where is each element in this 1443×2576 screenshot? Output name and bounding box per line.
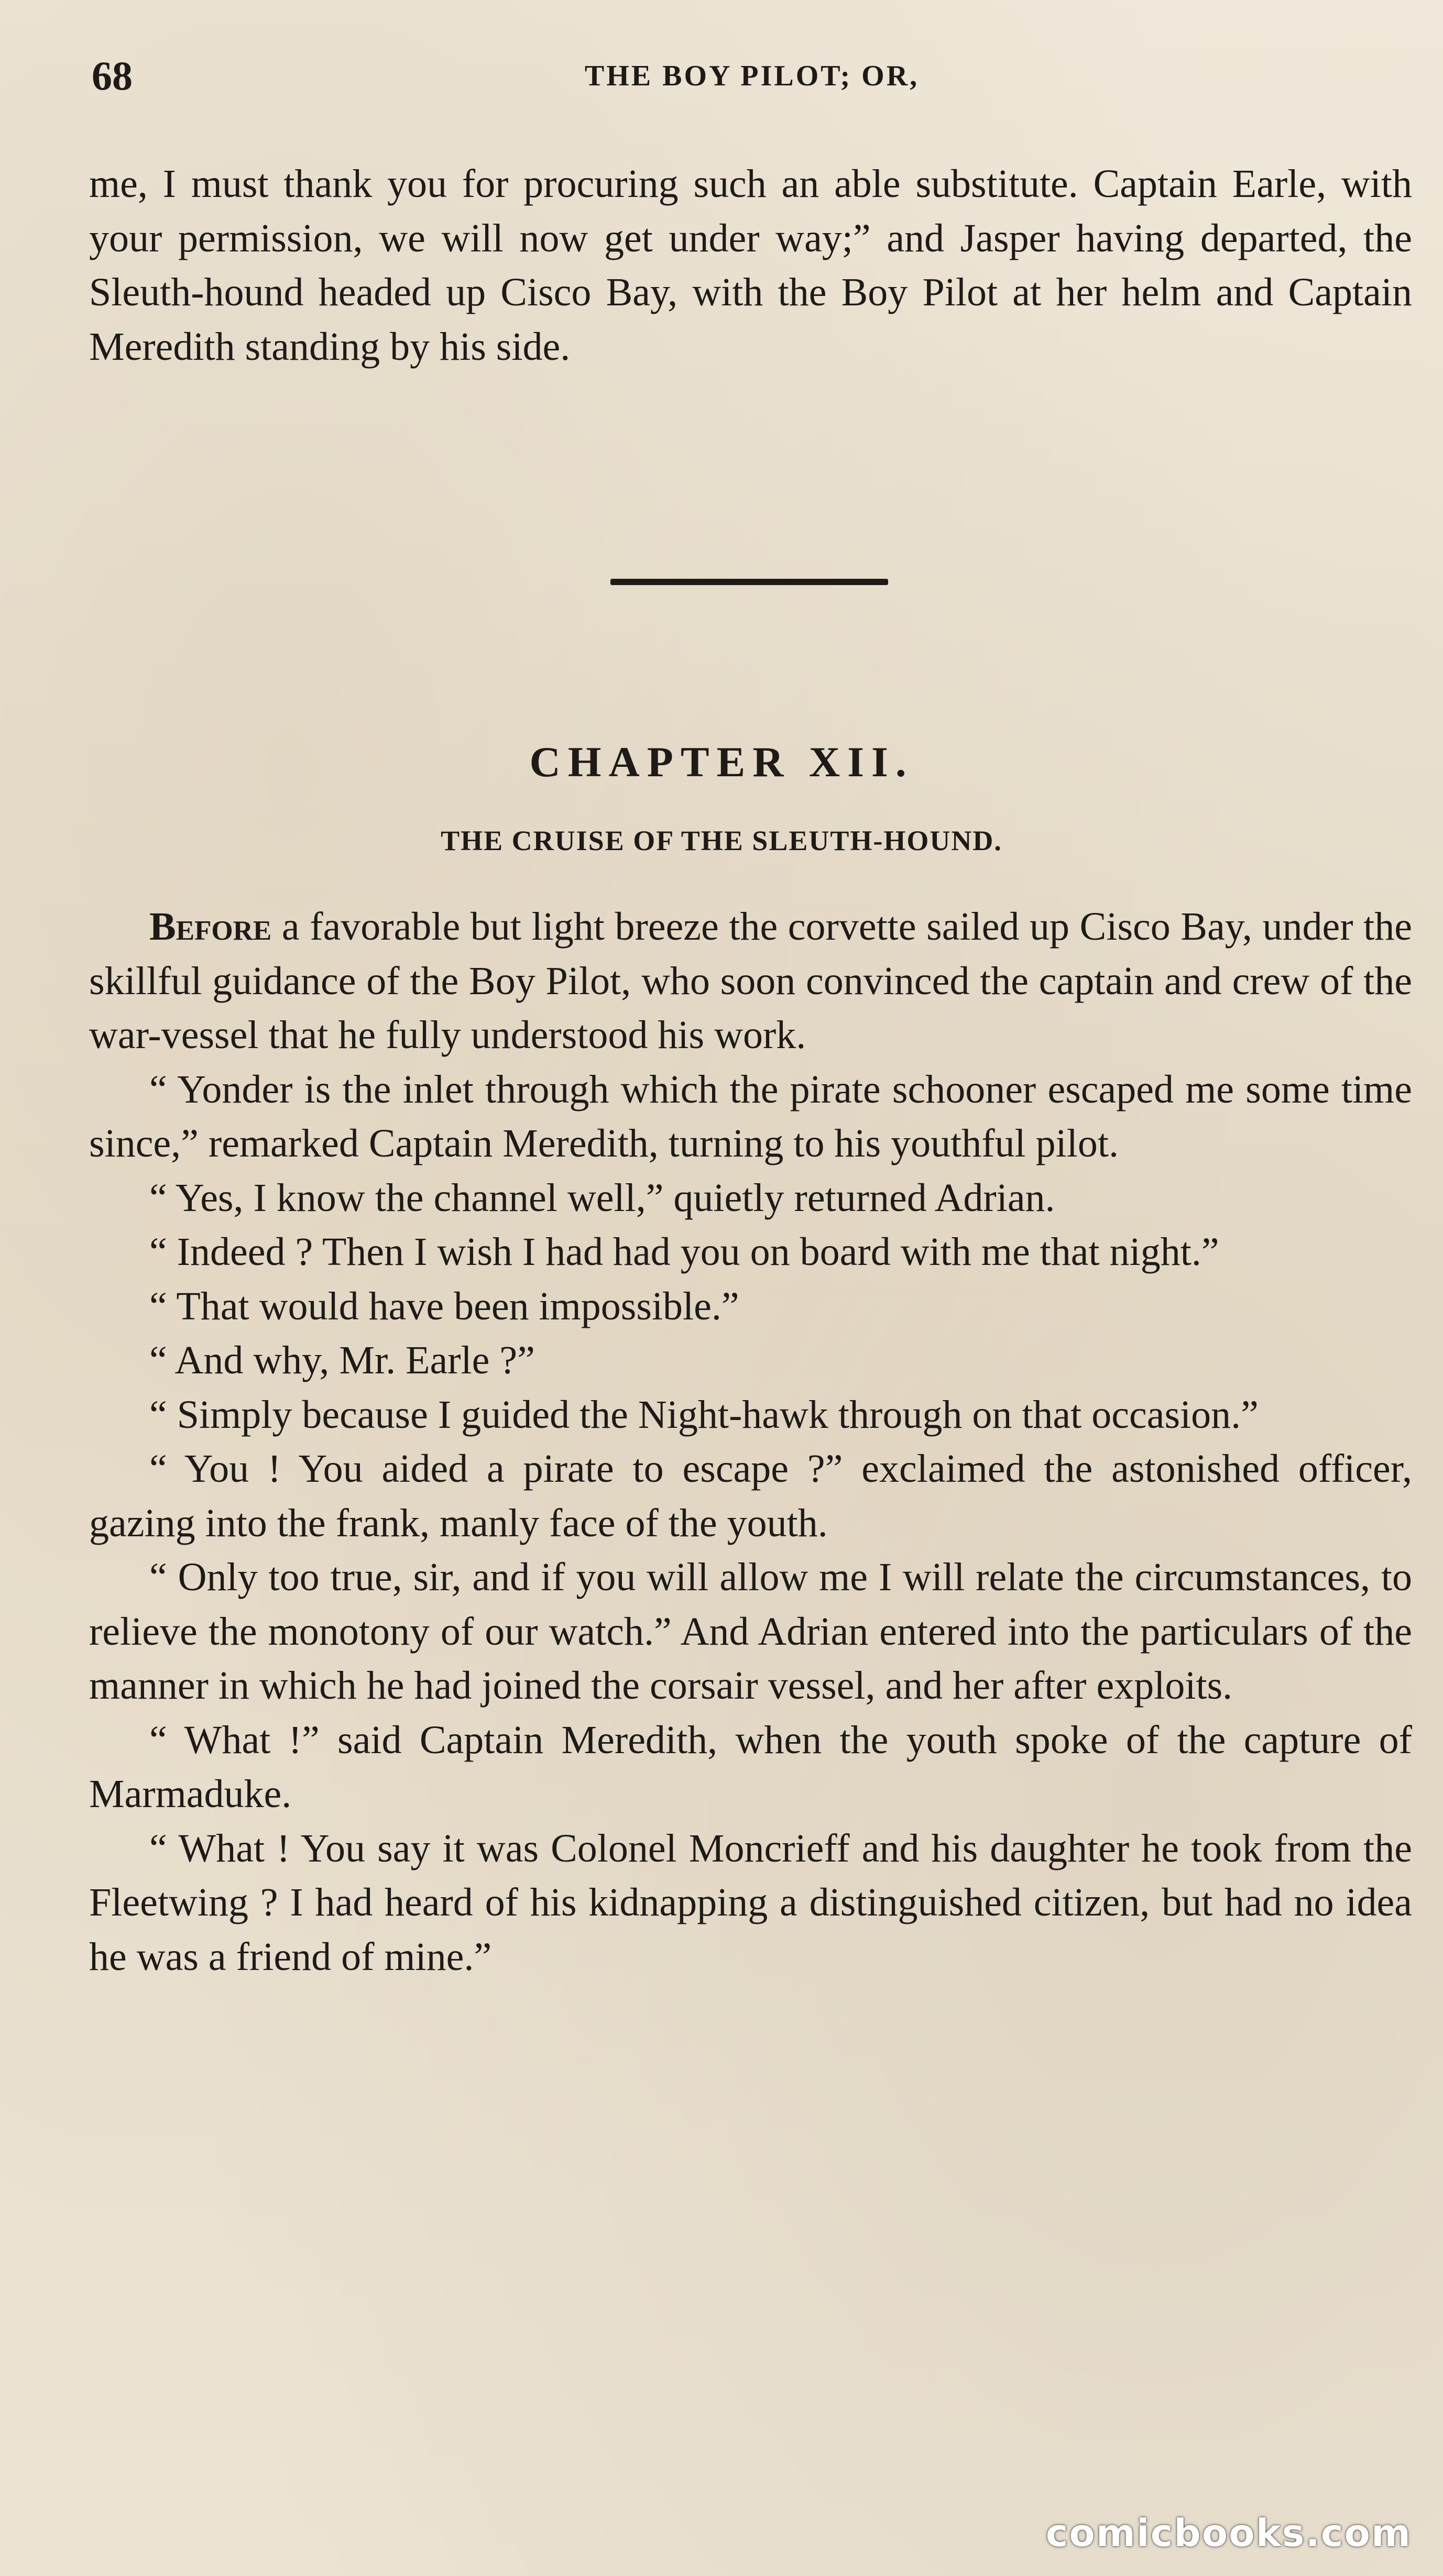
chapter-paragraph: “ Yes, I know the channel well,” quietly returned Adrian. [149, 1175, 1055, 1220]
drop-word: Before [149, 905, 272, 949]
opening-paragraph: me, I must thank you for procuring such an able substitute. Captain Earle, with your permission, we will now get under way;” and Jasper having departed, the Sleuth-hound headed up Cisco Bay, with the Boy Pilot at her helm and Captain Meredith standing by his side. [89, 162, 1412, 369]
watermark: comicbooks.com [1045, 2511, 1412, 2555]
chapter-paragraph: “ What !” said Captain Meredith, when the youth spoke of the capture of Marmaduke. [89, 1718, 1412, 1816]
chapter-paragraph: “ Only too true, sir, and if you will allow me I will relate the circumstances, to relieve the monotony of our watch.” And Adrian entered into the particulars of the manner in which he had joined the corsair vessel, and her after exploits. [89, 1555, 1412, 1708]
chapter-paragraph: “ Simply because I guided the Night-hawk through on that occasion.” [149, 1392, 1259, 1437]
page-header [92, 52, 1412, 100]
opening-text [89, 157, 1412, 374]
page-number: 68 [92, 53, 133, 98]
section-divider [610, 579, 888, 585]
chapter-paragraph: “ That would have been impossible.” [149, 1284, 739, 1328]
chapter-paragraph: “ What ! You say it was Colonel Moncrieff and his daughter he took from the Fleetwing ? I had heard of his kidnapping a distinguished citizen, but had no idea he was a friend of mine.” [89, 1826, 1412, 1979]
first-paragraph-text: a favorable but light breeze the corvette sailed up Cisco Bay, under the skillful guidance of the Boy Pilot, who soon convinced the captain and crew of the war-vessel that he fully understood his work. [89, 905, 1412, 1057]
chapter-first-paragraph [89, 900, 1412, 1063]
chapter-paragraph: “ You ! You aided a pirate to escape ?” exclaimed the astonished officer, gazing into the frank, manly face of the youth. [89, 1447, 1412, 1545]
chapter-paragraph: “ Yonder is the inlet through which the pirate schooner escaped me some time since,” remarked Captain Meredith, turning to his youthful pilot. [89, 1067, 1412, 1165]
chapter-title: CHAPTER XII. [529, 738, 914, 786]
chapter-paragraph: “ And why, Mr. Earle ?” [149, 1338, 535, 1382]
chapter-body [89, 900, 1412, 1984]
chapter-paragraph: “ Indeed ? Then I wish I had had you on board with me that night.” [149, 1230, 1219, 1274]
running-head: THE BOY PILOT; OR, [584, 60, 920, 92]
chapter-subtitle: THE CRUISE OF THE SLEUTH-HOUND. [441, 825, 1002, 856]
